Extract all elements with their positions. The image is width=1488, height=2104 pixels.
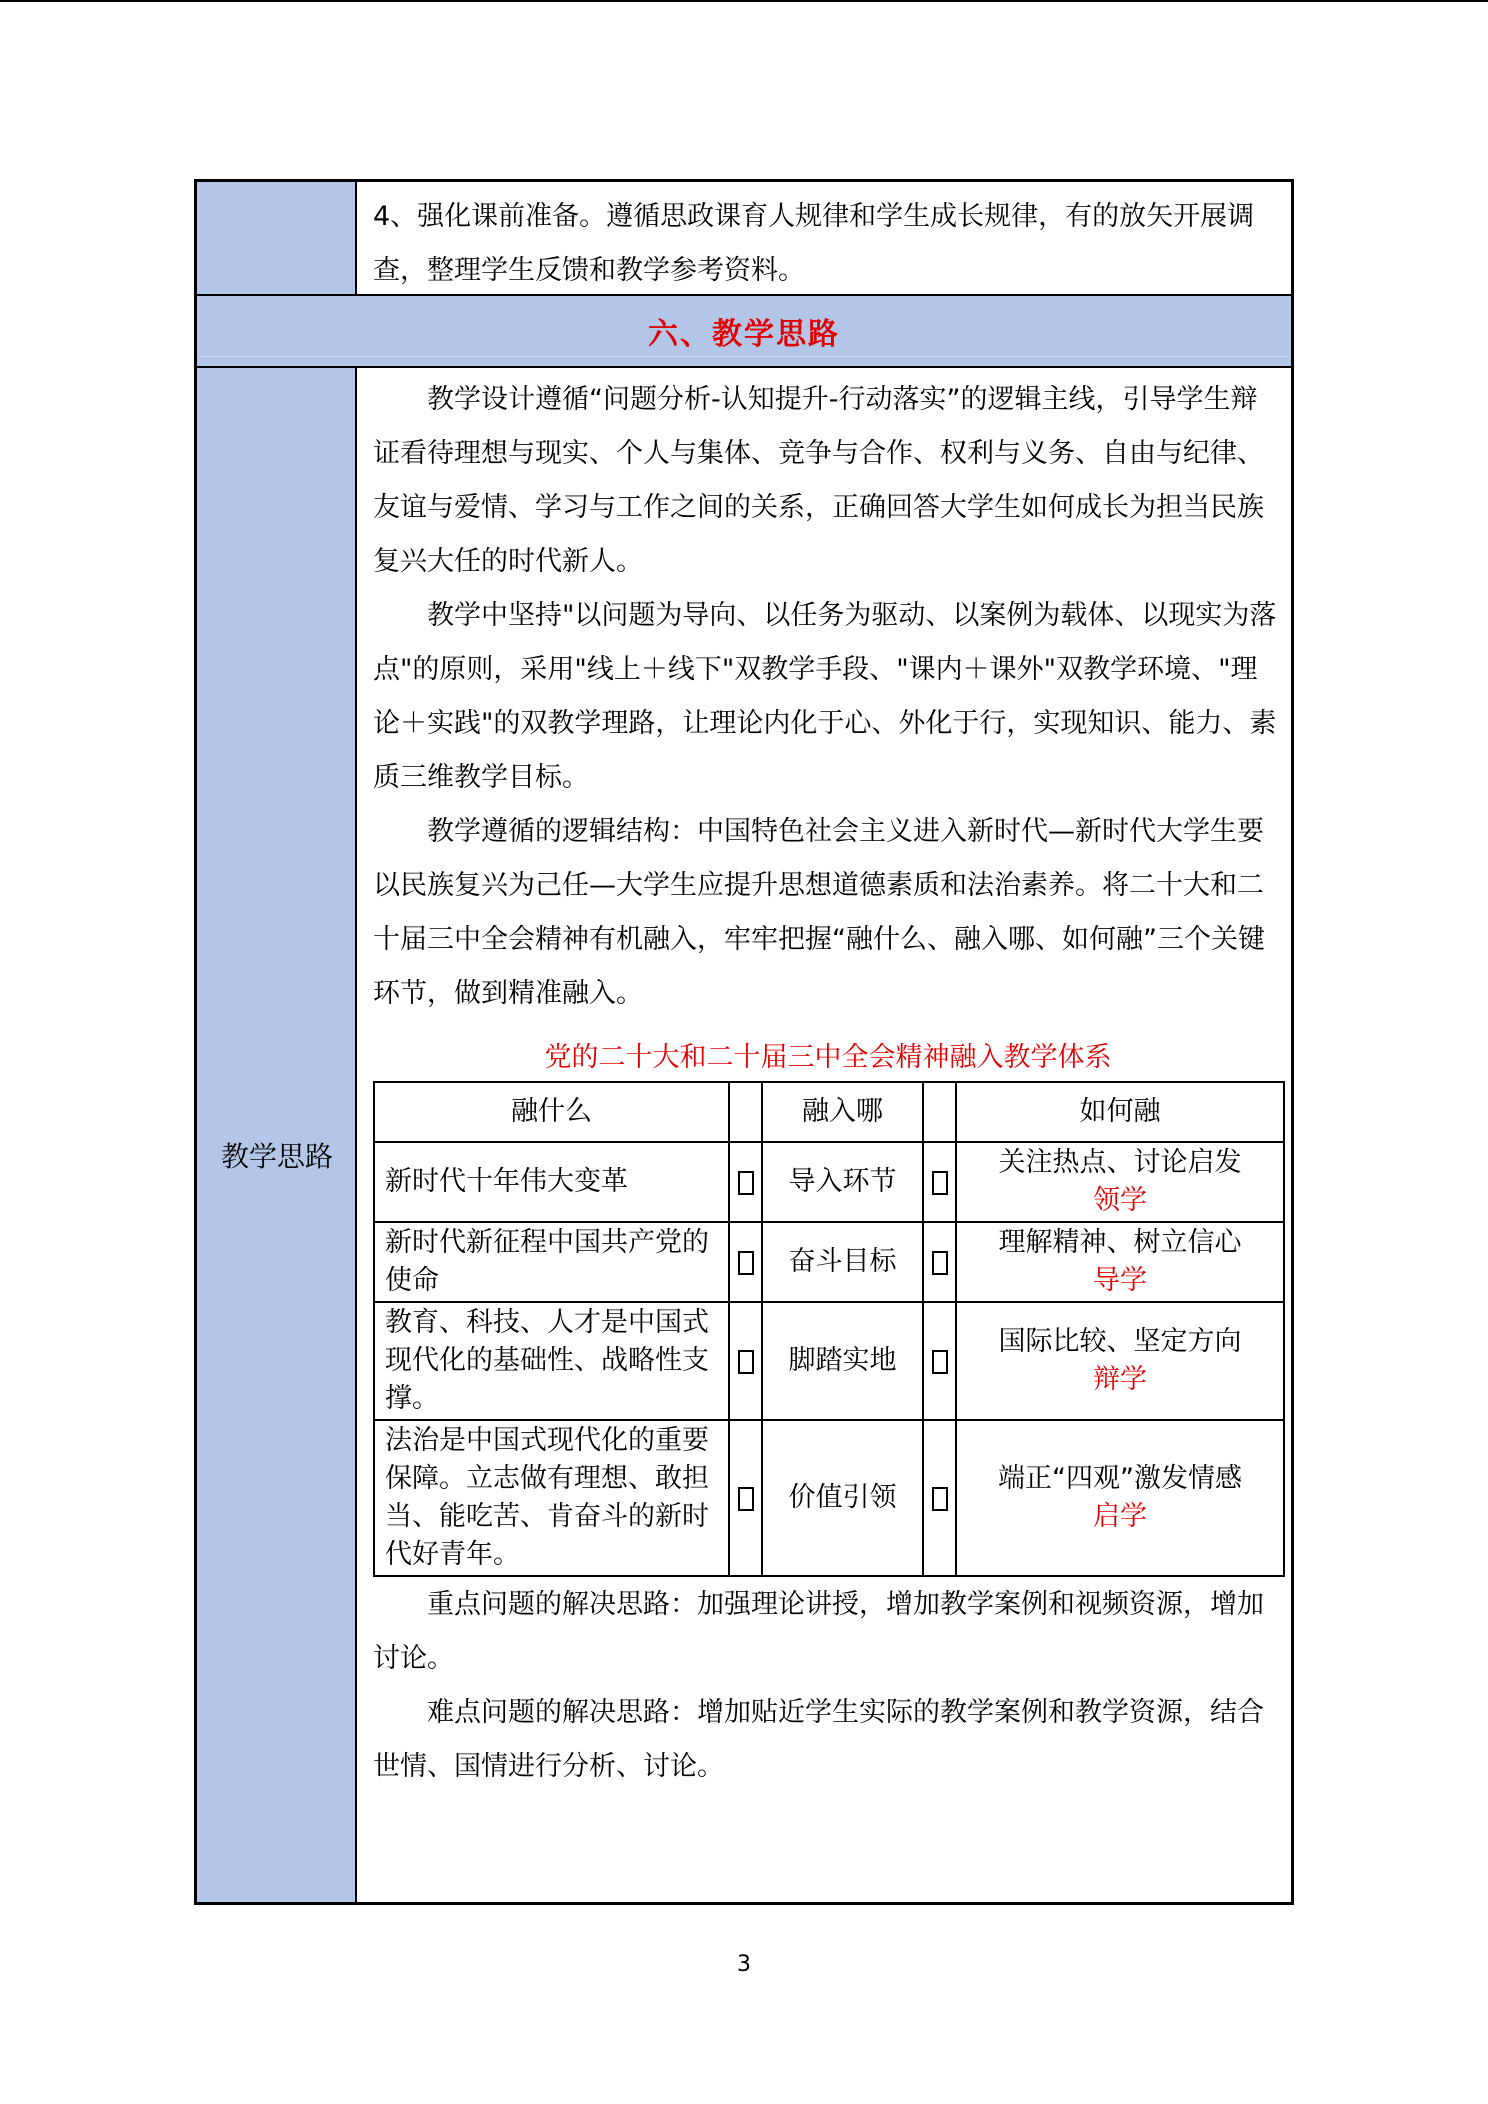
teaching-ideas-content — [373, 373, 1283, 1021]
cell-what: 新时代新征程中国共产党的使命 — [374, 1222, 729, 1302]
band-inner-line — [201, 356, 1287, 357]
how-tag: 领学 — [1093, 1185, 1147, 1216]
cell-where: 导入环节 — [762, 1142, 923, 1222]
cell-how — [956, 1142, 1284, 1222]
paragraph: 教学设计遵循“问题分析-认知提升-行动落实”的逻辑主线，引导学生辩证看待理想与现实、个人与集体、竞争与合作、权利与义务、自由与纪律、友谊与爱情、学习与工作之间的关系，正确回答大学生如何成长为担当民族复兴大任的时代新人。 — [373, 384, 1264, 577]
page-top-edge — [0, 0, 1488, 2]
arrow-cell — [923, 1302, 956, 1420]
integration-table — [373, 1081, 1285, 1577]
table-row — [374, 1302, 1284, 1420]
arrow-cell — [923, 1222, 956, 1302]
paragraph: 教学中坚持"以问题为导向、以任务为驱动、以案例为载体、以现实为落点"的原则，采用"线上＋线下"双教学手段、"课内＋课外"双教学环境、"理论＋实践"的双教学理路，让理论内化于心、外化于行，实现知识、能力、素质三维教学目标。 — [373, 600, 1277, 793]
arrow-icon — [738, 1171, 754, 1195]
arrow-cell — [729, 1142, 762, 1222]
arrow-icon — [738, 1350, 754, 1374]
header-how: 如何融 — [956, 1082, 1284, 1142]
how-tag: 辩学 — [1093, 1364, 1147, 1395]
paragraph: 难点问题的解决思路：增加贴近学生实际的教学案例和教学资源，结合世情、国情进行分析、讨论。 — [373, 1697, 1264, 1782]
arrow-cell — [729, 1420, 762, 1576]
arrow-icon — [932, 1171, 948, 1195]
cell-what: 教育、科技、人才是中国式现代化的基础性、战略性支撑。 — [374, 1302, 729, 1420]
arrow-icon — [932, 1487, 948, 1511]
cell-what: 法治是中国式现代化的重要保障。立志做有理想、敢担当、能吃苦、肯奋斗的新时代好青年。 — [374, 1420, 729, 1576]
section-header-band — [197, 296, 1291, 366]
arrow-icon — [738, 1487, 754, 1511]
page-number: 3 — [737, 1952, 751, 1977]
how-tag: 启学 — [1093, 1501, 1147, 1532]
arrow-cell — [729, 1302, 762, 1420]
arrow-cell — [729, 1222, 762, 1302]
table-row — [374, 1222, 1284, 1302]
table-row — [374, 1142, 1284, 1222]
cell-how — [956, 1302, 1284, 1420]
row-divider — [197, 366, 1291, 368]
solution-content — [373, 1578, 1283, 1794]
top-cell-content — [373, 190, 1283, 298]
left-label-column — [197, 182, 357, 1902]
top-cell-text: 4、强化课前准备。遵循思政课育人规律和学生成长规律，有的放矢开展调查，整理学生反馈和教学参考资料。 — [373, 201, 1255, 286]
paragraph: 教学遵循的逻辑结构：中国特色社会主义进入新时代—新时代大学生要以民族复兴为己任—大学生应提升思想道德素质和法治素养。将二十大和二十届三中全会精神有机融入，牢牢把握“融什么、融入哪、如何融”三个关键环节，做到精准融入。 — [373, 816, 1265, 1009]
how-text: 理解精神、树立信心 — [998, 1227, 1242, 1258]
arrow-cell — [923, 1420, 956, 1576]
cell-where: 价值引领 — [762, 1420, 923, 1576]
header-where: 融入哪 — [762, 1082, 923, 1142]
header-what: 融什么 — [374, 1082, 729, 1142]
paragraph: 重点问题的解决思路：加强理论讲授，增加教学案例和视频资源，增加讨论。 — [373, 1589, 1264, 1674]
section-title: 六、教学思路 — [648, 317, 840, 352]
arrow-icon — [738, 1251, 754, 1275]
table-header-row — [374, 1082, 1284, 1142]
arrow-icon — [932, 1251, 948, 1275]
cell-how — [956, 1420, 1284, 1576]
cell-how — [956, 1222, 1284, 1302]
header-spacer — [729, 1082, 762, 1142]
cell-what: 新时代十年伟大变革 — [374, 1142, 729, 1222]
side-label: 教学思路 — [220, 1140, 333, 1173]
how-text: 国际比较、坚定方向 — [998, 1326, 1242, 1357]
arrow-cell — [923, 1142, 956, 1222]
lesson-plan-table — [194, 179, 1294, 1905]
integration-table-title: 党的二十大和二十届三中全会精神融入教学体系 — [544, 1042, 1112, 1073]
how-tag: 导学 — [1093, 1265, 1147, 1296]
cell-where: 脚踏实地 — [762, 1302, 923, 1420]
header-spacer — [923, 1082, 956, 1142]
how-text: 关注热点、讨论启发 — [998, 1147, 1242, 1178]
cell-where: 奋斗目标 — [762, 1222, 923, 1302]
how-text: 端正“四观”激发情感 — [998, 1463, 1242, 1494]
arrow-icon — [932, 1350, 948, 1374]
table-row — [374, 1420, 1284, 1576]
